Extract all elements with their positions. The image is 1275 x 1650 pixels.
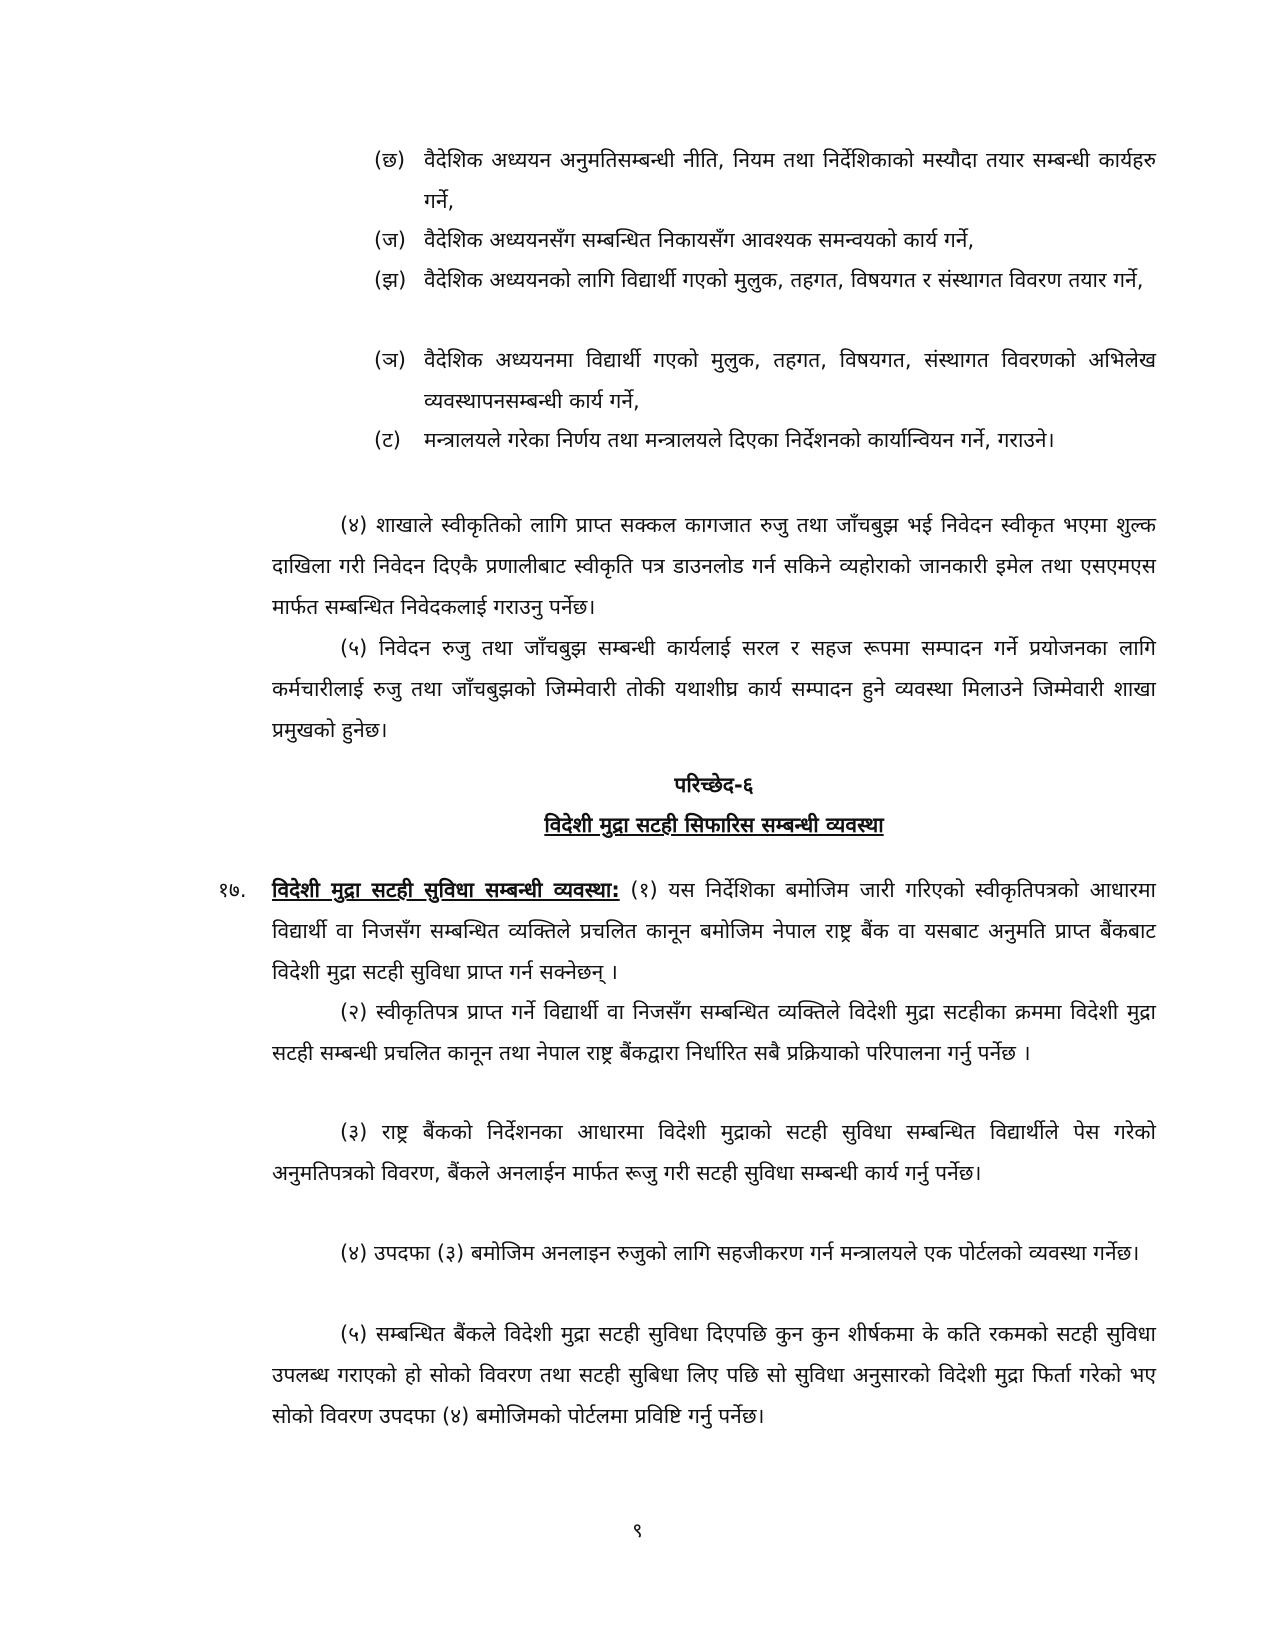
item-label: (छ) xyxy=(374,148,406,172)
item-label: (ञ) xyxy=(374,348,406,372)
section-number: १७. xyxy=(218,878,247,902)
paragraph-5: (५) निवेदन रुजु तथा जाँचबुझ सम्बन्धी कार्यलाई सरल र सहज रूपमा सम्पादन गर्ने प्रयोजनका लागि कर्मचारीलाई रुजु तथा जाँचबुझको जिम्मेवारी तोकी यथाशीघ्र कार्य सम्पादन हुने व्यवस्था मिलाउने जिम्मेवारी शाखा प्रमुखको हुनेछ। xyxy=(272,636,1156,742)
section-title: विदेशी मुद्रा सटही सुविधा सम्बन्धी व्यवस्था: xyxy=(272,878,620,902)
list-item xyxy=(374,220,1156,261)
item-text: वैदेशिक अध्ययनको लागि विद्यार्थी गएको मुलुक, तहगत, विषयगत र संस्थागत विवरण तयार गर्ने, xyxy=(424,268,1144,292)
item-text: मन्त्रालयले गरेका निर्णय तथा मन्त्रालयले दिएका निर्देशनको कार्यान्वियन गर्ने, गराउने। xyxy=(424,428,1055,452)
subsection-1: (१) यस निर्देशिका बमोजिम जारी गरिएको स्वीकृतिपत्रको आधारमा विद्यार्थी वा निजसँग सम्बन्धित व्यक्तिले प्रचलित कानून बमोजिम नेपाल राष्ट्र बैंक वा यसबाट अनुमति प्राप्त बैंकबाट विदेशी मुद्रा सटही सुविधा प्राप्त गर्न सक्नेछन् । xyxy=(272,878,1156,984)
subsection-5: (५) सम्बन्धित बैंकले विदेशी मुद्रा सटही सुविधा दिएपछि कुन कुन शीर्षकमा के कति रकमको सटही सुविधा उपलब्ध गराएको हो सोको विवरण तथा सटही सुबिधा लिए पछि सो सुविधा अनुसारको विदेशी मुद्रा फिर्ता गरेको भए सोको विवरण उपदफा (४) बमोजिमको पोर्टलमा प्रविष्टि गर्नु पर्नेछ। xyxy=(272,1322,1156,1428)
list-item xyxy=(374,340,1156,422)
chapter-title xyxy=(272,805,1156,846)
section-17 xyxy=(272,870,1156,993)
chapter-title-text: विदेशी मुद्रा सटही सिफारिस सम्बन्धी व्यवस्था xyxy=(544,813,884,837)
item-label: (ज) xyxy=(374,228,406,252)
item-label: (झ) xyxy=(374,268,407,292)
page-number: ९ xyxy=(632,1518,643,1542)
list-item xyxy=(374,260,1156,301)
chapter-number: परिच्छेद-६ xyxy=(674,773,754,797)
item-text: वैदेशिक अध्ययनमा विद्यार्थी गएको मुलुक, तहगत, विषयगत, संस्थागत विवरणको अभिलेख व्यवस्थापनसम्बन्धी कार्य गर्ने, xyxy=(424,348,1156,413)
item-label: (ट) xyxy=(374,428,401,452)
item-text: वैदेशिक अध्ययनसँग सम्बन्धित निकायसँग आवश्यक समन्वयको कार्य गर्ने, xyxy=(424,228,975,252)
subsection-3: (३) राष्ट्र बैंकको निर्देशनका आधारमा विदेशी मुद्राको सटही सुविधा सम्बन्धित विद्यार्थीले पेस गरेको अनुमतिपत्रको विवरण, बैंकले अनलाईन मार्फत रूजु गरी सटही सुविधा सम्बन्धी कार्य गर्नु पर्नेछ। xyxy=(272,1120,1156,1185)
paragraph-4: (४) शाखाले स्वीकृतिको लागि प्राप्त सक्कल कागजात रुजु तथा जाँचबुझ भई निवेदन स्वीकृत भएमा शुल्क दाखिला गरी निवेदन दिएकै प्रणालीबाट स्वीकृति पत्र डाउनलोड गर्न सकिने व्यहोराको जानकारी इमेल तथा एसएमएस मार्फत सम्बन्धित निवेदकलाई गराउनु पर्नेछ। xyxy=(272,513,1156,619)
list-item xyxy=(374,420,1156,461)
list-item xyxy=(374,140,1156,222)
item-text: वैदेशिक अध्ययन अनुमतिसम्बन्धी नीति, नियम तथा निर्देशिकाको मस्यौदा तयार सम्बन्धी कार्यहरु गर्ने, xyxy=(424,148,1156,213)
subsection-4: (४) उपदफा (३) बमोजिम अनलाइन रुजुको लागि सहजीकरण गर्न मन्त्रालयले एक पोर्टलको व्यवस्था गर्नेछ। xyxy=(340,1241,1140,1265)
subsection-2: (२) स्वीकृतिपत्र प्राप्त गर्ने विद्यार्थी वा निजसँग सम्बन्धित व्यक्तिले विदेशी मुद्रा सटहीका क्रममा विदेशी मुद्रा सटही सम्बन्धी प्रचलित कानून तथा नेपाल राष्ट्र बैंकद्वारा निर्धारित सबै प्रक्रियाको परिपालना गर्नु पर्नेछ । xyxy=(272,1000,1156,1065)
